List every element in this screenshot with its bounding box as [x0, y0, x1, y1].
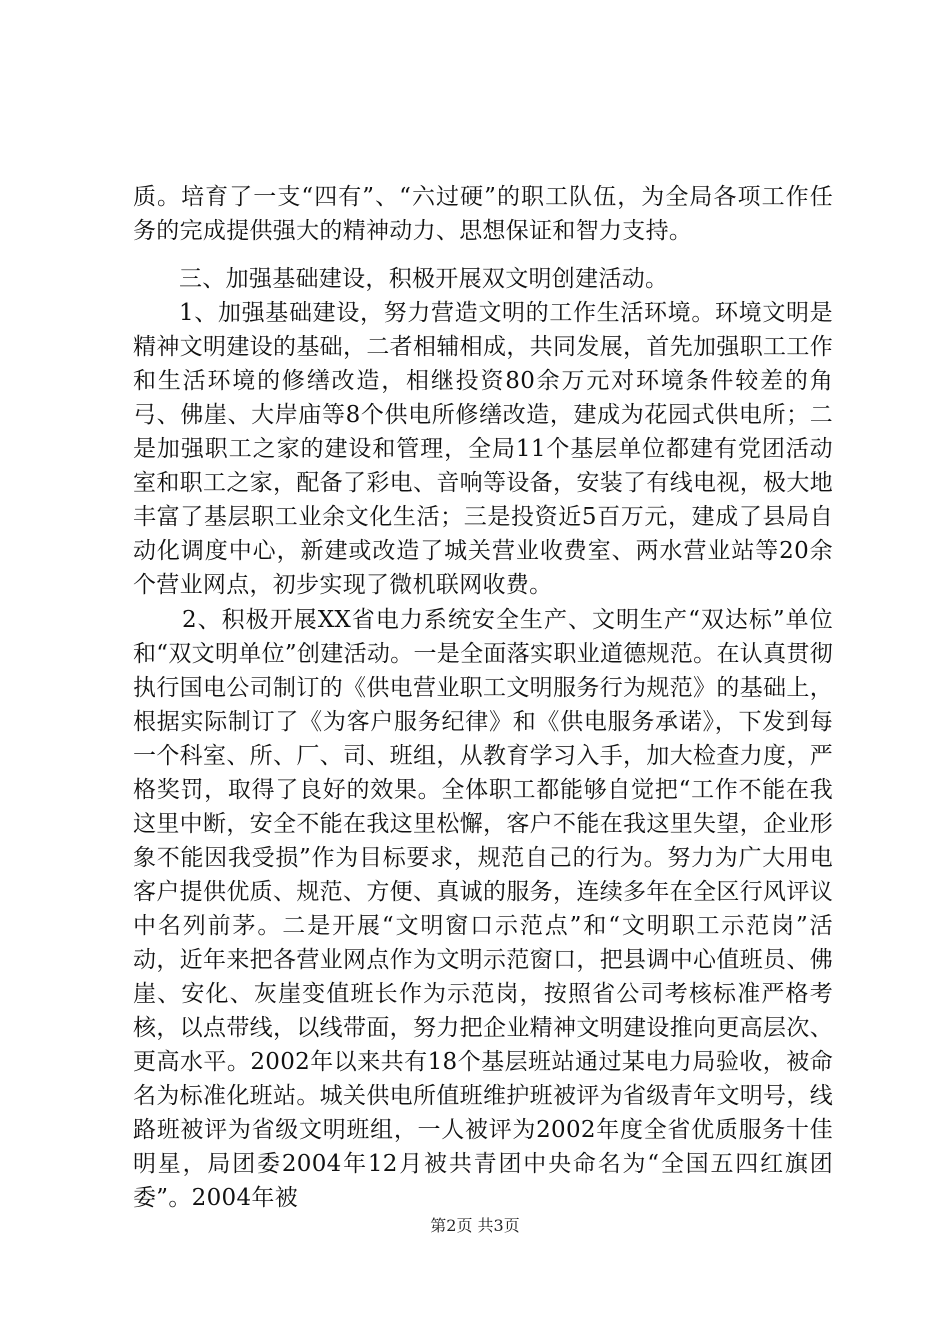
body-paragraph-1: 1、加强基础建设，努力营造文明的工作生活环境。环境文明是精神文明建设的基础，二者相辅相成，共同发展，首先加强职工工作和生活环境的修缮改造，相继投资80余万元对环境条件较差的角弓、佛崖、大岸庙等8个供电所修缮改造，建成为花园式供电所；二是加强职工之家的建设和管理，全局11个基层单位都建有党团活动室和职工之家，配备了彩电、音响等设备，安装了有线电视，极大地丰富了基层职工业余文化生活；三是投资近5百万元，建成了县局自动化调度中心，新建或改造了城关营业收费室、两水营业站等20余个营业网点，初步实现了微机联网收费。	[133, 300, 833, 598]
body-paragraph-2: 2、积极开展XX省电力系统安全生产、文明生产“双达标”单位和“双文明单位”创建活动。一是全面落实职业道德规范。在认真贯彻执行国电公司制订的《供电营业职工文明服务行为规范》的基础上，根据实际制订了《为客户服务纪律》和《供电服务承诺》，下发到每一个科室、所、厂、司、班组，从教育学习入手，加大检查力度，严格奖罚，取得了良好的效果。全体职工都能够自觉把“工作不能在我这里中断，安全不能在我这里松懈，客户不能在我这里失望，企业形象不能因我受损”作为目标要求，规范自己的行为。努力为广大用电客户提供优质、规范、方便、真诚的服务，连续多年在全区行风评议中名列前茅。二是开展“文明窗口示范点”和“文明职工示范岗”活动，近年来把各营业网点作为文明示范窗口，把县调中心值班员、佛崖、安化、灰崖变值班长作为示范岗，按照省公司考核标准严格考核，以点带线，以线带面，努力把企业精神文明建设推向更高层次、更高水平。2002年以来共有18个基层班站通过某电力局验收，被命名为标准化班站。城关供电所值班维护班被评为省级青年文明号，线路班被评为省级文明班组，一人被评为2002年度全省优质服务十佳明星，局团委2004年12月被共青团中央命名为“全国五四红旗团委”。2004年被	[133, 607, 833, 1211]
page-number-footer: 第2页 共3页	[430, 1216, 520, 1235]
section-heading: 三、加强基础建设，积极开展双文明创建活动。	[179, 266, 669, 292]
intro-paragraph: 质。培育了一支“四有”、“六过硬”的职工队伍，为全局各项工作任务的完成提供强大的精神动力、思想保证和智力支持。	[133, 184, 833, 244]
